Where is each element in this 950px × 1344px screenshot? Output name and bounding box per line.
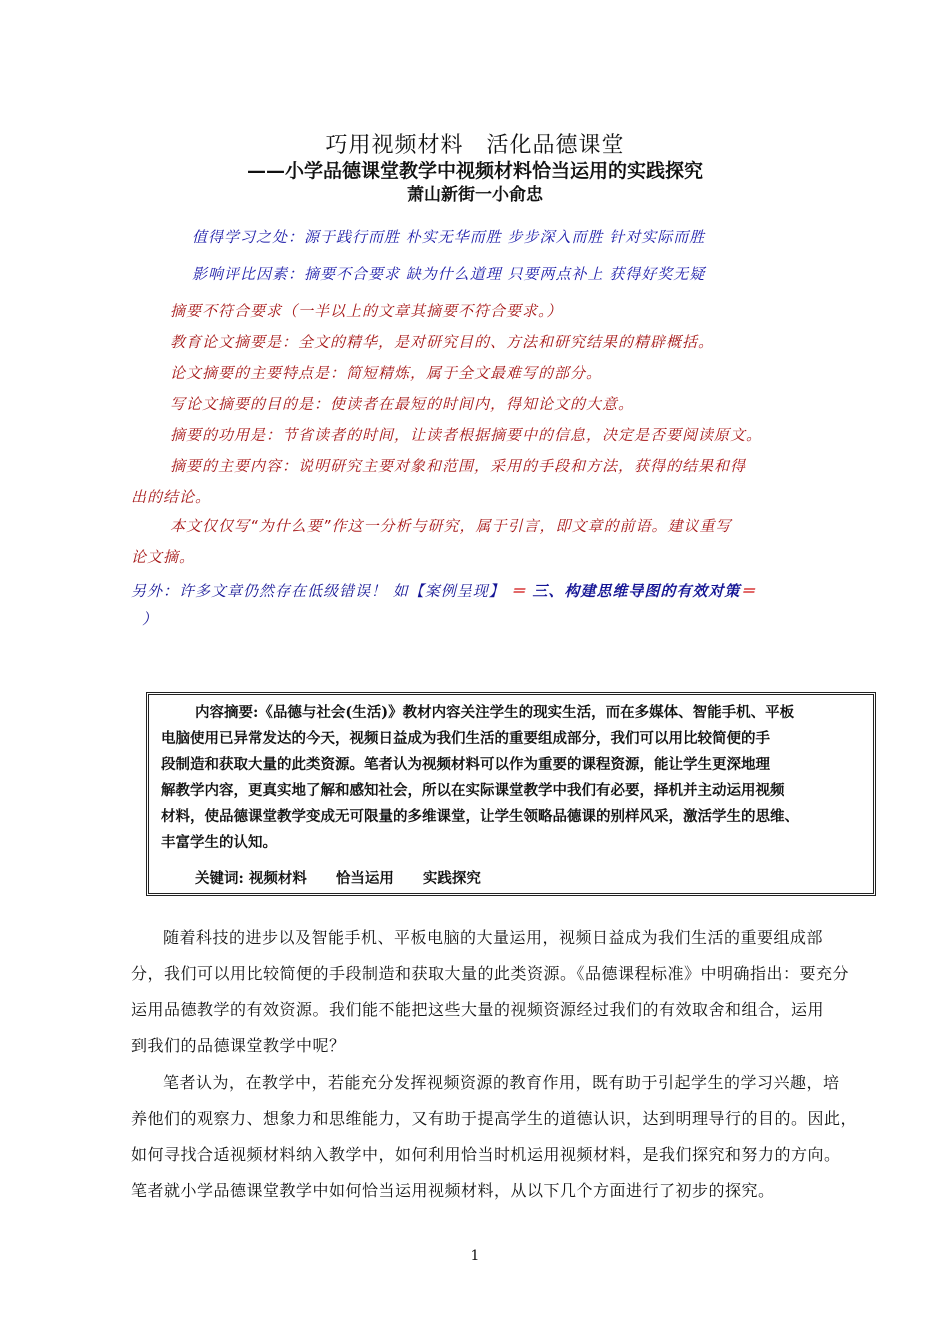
body-line: 笔者就小学品德课堂教学中如何恰当运用视频材料，从以下几个方面进行了初步的探究。 — [131, 1181, 775, 1200]
body-line: 运用品德教学的有效资源。我们能不能把这些大量的视频资源经过我们的有效取舍和组合，运用 — [131, 1000, 825, 1019]
error-mark: ＝ — [740, 582, 757, 600]
review-note: 摘要的功用是：节省读者的时间，让读者根据摘要中的信息，决定是否要阅读原文。 — [170, 426, 763, 444]
review-note: 论文摘要的主要特点是：简短精炼，属于全文最难写的部分。 — [170, 364, 603, 382]
body-line: 笔者认为，在教学中，若能充分发挥视频资源的教育作用，既有助于引起学生的学习兴趣，培 — [163, 1073, 840, 1092]
abstract-line: 段制造和获取大量的此类资源。笔者认为视频材料可以作为重要的课程资源，能让学生更深地理 — [161, 756, 770, 773]
body-line: 分，我们可以用比较简便的手段制造和获取大量的此类资源。《品德课程标准》中明确指出：要充分 — [131, 964, 850, 983]
review-note: 教育论文摘要是：全文的精华，是对研究目的、方法和研究结果的精辟概括。 — [170, 333, 715, 351]
extra-middle: 三、构建思维导图的有效对策 — [532, 582, 741, 600]
abstract-line: 内容摘要:《品德与社会(生活)》教材内容关注学生的现实生活，而在多媒体、智能手机、平板 — [195, 704, 795, 721]
body-line: 到我们的品德课堂教学中呢？ — [131, 1036, 346, 1055]
extra-prefix: 另外：许多文章仍然存在低级错误！ 如【案例呈现】 — [131, 582, 505, 600]
review-note: 摘要的主要内容：说明研究主要对象和范围，采用的手段和方法，获得的结果和得 — [170, 457, 747, 475]
review-merits: 值得学习之处：源于践行而胜 朴实无华而胜 步步深入而胜 针对实际而胜 — [192, 228, 706, 246]
review-note: 论文摘。 — [131, 548, 196, 566]
review-note: 摘要不符合要求（一半以上的文章其摘要不符合要求。） — [170, 302, 563, 320]
keywords: 关键词: 视频材料 恰当运用 实践探究 — [195, 870, 481, 887]
page-subtitle: ——小学品德课堂教学中视频材料恰当运用的实践探究 — [246, 160, 703, 182]
author-line: 萧山新街一小俞忠 — [407, 185, 543, 205]
abstract-box — [146, 692, 876, 896]
abstract-text — [161, 700, 866, 856]
body-line: 随着科技的进步以及智能手机、平板电脑的大量运用，视频日益成为我们生活的重要组成部 — [163, 928, 824, 947]
abstract-line: 丰富学生的认知。 — [161, 834, 277, 851]
abstract-line: 电脑使用已异常发达的今天，视频日益成为我们生活的重要组成部分，我们可以用比较简便的手 — [161, 730, 770, 747]
error-mark: ＝ — [510, 582, 527, 600]
review-note: 本文仅仅写“为什么要”作这一分析与研究，属于引言，即文章的前语。建议重写 — [170, 517, 732, 535]
body-line: 养他们的观察力、想象力和思维能力，又有助于提高学生的道德认识，达到明理导行的目的。因此， — [131, 1109, 858, 1128]
review-factors: 影响评比因素：摘要不合要求 缺为什么道理 只要两点补上 获得好奖无疑 — [192, 265, 706, 283]
body-line: 如何寻找合适视频材料纳入教学中，如何利用恰当时机运用视频材料，是我们探究和努力的方向。 — [131, 1145, 841, 1164]
abstract-line: 材料，使品德课堂教学变成无可限量的多维课堂，让学生领略品德课的别样风采，激活学生的思维、 — [161, 808, 799, 825]
abstract-line: 解教学内容，更真实地了解和感知社会，所以在实际课堂教学中我们有必要，择机并主动运用视频 — [161, 782, 785, 799]
review-extra-close: ） — [142, 610, 159, 628]
review-note: 写论文摘要的目的是：使读者在最短的时间内，得知论文的大意。 — [170, 395, 635, 413]
review-extra — [131, 580, 756, 601]
review-note: 出的结论。 — [131, 488, 212, 506]
page-number: 1 — [470, 1248, 480, 1264]
page-title: 巧用视频材料 活化品德课堂 — [325, 133, 625, 158]
